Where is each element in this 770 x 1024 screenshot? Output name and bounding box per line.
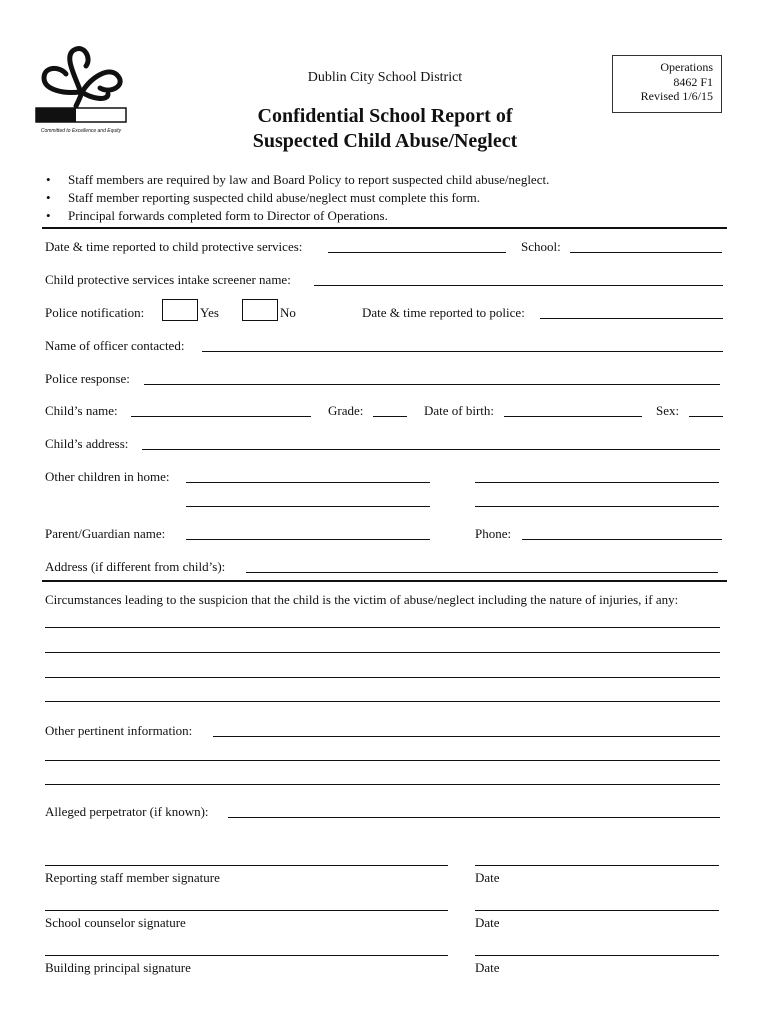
police-notification-label: Police notification:	[45, 305, 145, 320]
perpetrator-field[interactable]	[228, 817, 720, 818]
date-time-cps-field[interactable]	[328, 252, 506, 253]
date-time-police-label: Date & time reported to police:	[362, 305, 525, 320]
bullet: •	[46, 208, 51, 223]
intake-screener-field[interactable]	[314, 285, 723, 286]
intake-screener-label: Child protective services intake screener name:	[45, 272, 291, 287]
circumstances-field[interactable]	[45, 677, 720, 678]
child-name-field[interactable]	[131, 416, 311, 417]
officer-label: Name of officer contacted:	[45, 338, 185, 353]
logo-tagline: Committed to Excellence and Equity	[40, 128, 122, 134]
staff-signature-label: Reporting staff member signature	[45, 870, 220, 885]
instruction-text: Staff members are required by law and Board Policy to report suspected child abuse/neglect.	[68, 172, 550, 187]
principal-signature-field[interactable]	[45, 955, 448, 956]
police-yes-checkbox[interactable]	[162, 299, 198, 321]
staff-signature-date-field[interactable]	[475, 865, 719, 866]
parent-name-label: Parent/Guardian name:	[45, 526, 166, 541]
police-no-checkbox[interactable]	[242, 299, 278, 321]
principal-signature-date-field[interactable]	[475, 955, 719, 956]
circumstances-field[interactable]	[45, 652, 720, 653]
section-divider	[42, 227, 727, 229]
other-children-field[interactable]	[186, 506, 430, 507]
date-label: Date	[475, 870, 500, 885]
officer-field[interactable]	[202, 351, 723, 352]
policy-dept: Operations	[660, 60, 713, 74]
policy-code: 8462 F1	[673, 74, 713, 89]
title-line-1: Confidential School Report of	[257, 105, 513, 127]
grade-field[interactable]	[373, 416, 407, 417]
other-children-label: Other children in home:	[45, 469, 170, 484]
address-diff-field[interactable]	[246, 572, 718, 573]
principal-signature-label: Building principal signature	[45, 960, 191, 975]
perpetrator-label: Alleged perpetrator (if known):	[45, 804, 209, 819]
counselor-signature-field[interactable]	[45, 910, 448, 911]
police-yes-label: Yes	[200, 305, 219, 320]
form-title	[180, 104, 590, 154]
date-time-police-field[interactable]	[540, 318, 723, 319]
other-info-field[interactable]	[45, 760, 720, 761]
circumstances-field[interactable]	[45, 627, 720, 628]
counselor-signature-label: School counselor signature	[45, 915, 186, 930]
date-label: Date	[475, 915, 500, 930]
date-label: Date	[475, 960, 500, 975]
instruction-text: Principal forwards completed form to Director of Operations.	[68, 208, 388, 223]
phone-label: Phone:	[475, 526, 512, 541]
police-response-field[interactable]	[144, 384, 720, 385]
other-children-field[interactable]	[475, 482, 719, 483]
other-children-field[interactable]	[186, 482, 430, 483]
police-response-label: Police response:	[45, 371, 130, 386]
staff-signature-field[interactable]	[45, 865, 448, 866]
bullet: •	[46, 190, 51, 205]
child-address-field[interactable]	[142, 449, 720, 450]
section-divider	[42, 580, 727, 582]
sex-label: Sex:	[656, 403, 680, 418]
grade-label: Grade:	[328, 403, 364, 418]
policy-revised: Revised 1/6/15	[640, 89, 713, 103]
instruction-text: Staff member reporting suspected child abuse/neglect must complete this form.	[68, 190, 481, 205]
dob-label: Date of birth:	[424, 403, 495, 418]
circumstances-label: Circumstances leading to the suspicion that the child is the victim of abuse/neglect including the nature of injuries, if any:	[45, 592, 679, 607]
phone-field[interactable]	[522, 539, 722, 540]
district-name: Dublin City School District	[307, 70, 463, 85]
child-address-label: Child’s address:	[45, 436, 129, 451]
other-info-field[interactable]	[45, 784, 720, 785]
date-time-cps-label: Date & time reported to child protective services:	[45, 239, 303, 254]
school-label: School:	[521, 239, 561, 254]
school-field[interactable]	[570, 252, 722, 253]
logo-wordmark: DUBLIN CITY SCHOOLS	[37, 113, 125, 122]
other-info-label: Other pertinent information:	[45, 723, 193, 738]
counselor-signature-date-field[interactable]	[475, 910, 719, 911]
parent-name-field[interactable]	[186, 539, 430, 540]
sex-field[interactable]	[689, 416, 723, 417]
child-name-label: Child’s name:	[45, 403, 118, 418]
police-no-label: No	[280, 305, 296, 320]
title-line-2: Suspected Child Abuse/Neglect	[252, 130, 518, 152]
district-logo	[34, 44, 130, 138]
circumstances-field[interactable]	[45, 701, 720, 702]
address-diff-label: Address (if different from child’s):	[45, 559, 226, 574]
policy-box	[612, 55, 722, 113]
other-info-field[interactable]	[213, 736, 720, 737]
other-children-field[interactable]	[475, 506, 719, 507]
bullet: •	[46, 172, 51, 187]
dob-field[interactable]	[504, 416, 642, 417]
